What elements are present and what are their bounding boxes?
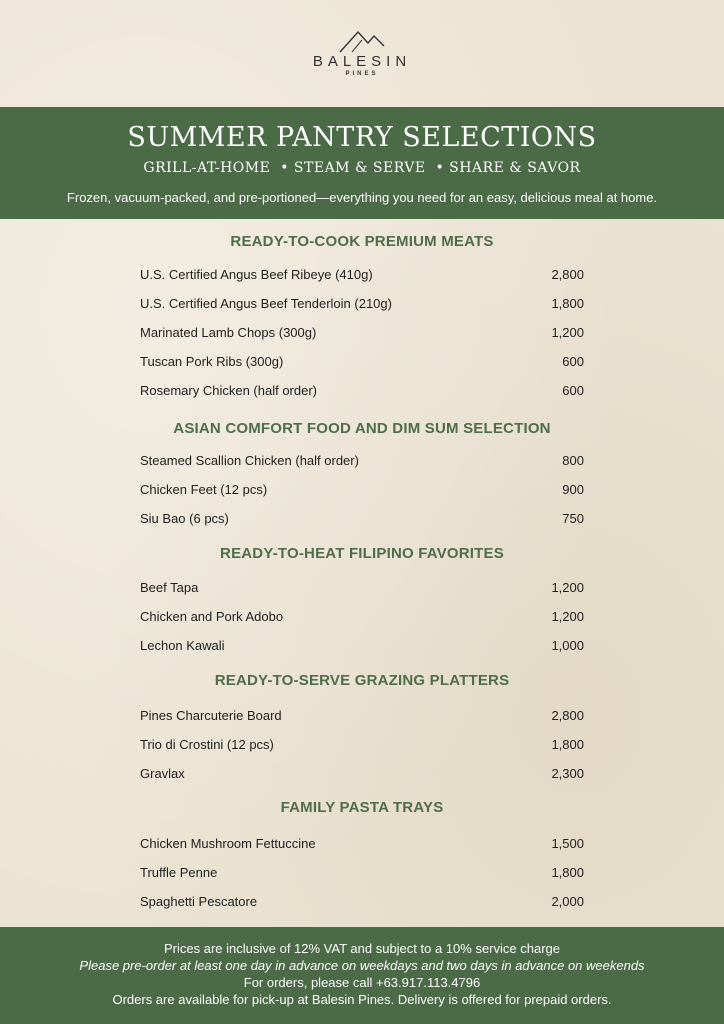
item-name: Steamed Scallion Chicken (half order) (140, 453, 359, 468)
item-name: Truffle Penne (140, 865, 218, 880)
menu-item (140, 609, 584, 629)
menu-item (140, 580, 584, 600)
item-price: 1,800 (551, 296, 584, 311)
brand-name: BALESIN (312, 53, 412, 70)
item-price: 1,500 (551, 836, 584, 851)
menu-item (140, 737, 584, 757)
item-name: Chicken Feet (12 pcs) (140, 482, 268, 497)
menu-item (140, 836, 584, 856)
item-price: 750 (562, 511, 584, 526)
item-name: Tuscan Pork Ribs (300g) (140, 354, 284, 369)
item-price: 2,800 (551, 267, 584, 282)
item-price: 900 (562, 482, 584, 497)
item-price: 2,300 (551, 766, 584, 781)
item-name: Gravlax (140, 766, 185, 781)
menu-item (140, 638, 584, 658)
footer-phone: For orders, please call +63.917.113.4796 (243, 975, 481, 990)
item-name: Chicken Mushroom Fettuccine (140, 836, 316, 851)
header-banner (0, 107, 724, 219)
item-name: Spaghetti Pescatore (140, 894, 258, 909)
item-price: 600 (562, 354, 584, 369)
footer-pickup-note: Orders are available for pick-up at Balesin Pines. Delivery is offered for prepaid orders. (112, 992, 612, 1007)
menu-item (140, 453, 584, 473)
item-price: 600 (562, 383, 584, 398)
item-price: 1,200 (551, 580, 584, 595)
section-title-filipino-favorites: READY-TO-HEAT FILIPINO FAVORITES (220, 545, 504, 562)
item-name: Trio di Crostini (12 pcs) (140, 737, 274, 752)
menu-item (140, 383, 584, 403)
menu-item (140, 894, 584, 914)
menu-item (140, 766, 584, 786)
menu-item (140, 325, 584, 345)
item-name: Beef Tapa (140, 580, 199, 595)
section-title-asian-comfort: ASIAN COMFORT FOOD AND DIM SUM SELECTION (173, 420, 551, 437)
item-name: Lechon Kawali (140, 638, 225, 653)
item-name: Chicken and Pork Adobo (140, 609, 284, 624)
item-price: 1,200 (551, 609, 584, 624)
section-title-grazing-platters: READY-TO-SERVE GRAZING PLATTERS (214, 672, 510, 689)
item-price: 1,000 (551, 638, 584, 653)
footer-notes (0, 927, 724, 1024)
item-name: Siu Bao (6 pcs) (140, 511, 229, 526)
brand-sub: PINES (345, 71, 379, 77)
item-name: U.S. Certified Angus Beef Ribeye (410g) (140, 267, 373, 282)
tagline: GRILL-AT-HOME • STEAM & SERVE • SHARE & SAVOR (143, 160, 581, 176)
menu-item (140, 296, 584, 316)
menu-item (140, 482, 584, 502)
mountain-icon (338, 28, 386, 54)
item-name: U.S. Certified Angus Beef Tenderloin (210g) (140, 296, 392, 311)
item-name: Pines Charcuterie Board (140, 708, 282, 723)
footer-preorder-note: Please pre-order at least one day in advance on weekdays and two days in advance on weekends (79, 958, 645, 973)
brand-logo (0, 28, 724, 78)
item-name: Rosemary Chicken (half order) (140, 383, 318, 398)
menu-item (140, 354, 584, 374)
item-price: 2,800 (551, 708, 584, 723)
page-title: SUMMER PANTRY SELECTIONS (127, 122, 597, 153)
footer-vat-note: Prices are inclusive of 12% VAT and subject to a 10% service charge (164, 941, 560, 956)
description: Frozen, vacuum-packed, and pre-portioned—everything you need for an easy, delicious meal at home. (66, 190, 658, 205)
item-price: 1,800 (551, 865, 584, 880)
section-title-pasta-trays: FAMILY PASTA TRAYS (280, 799, 444, 816)
menu-item (140, 865, 584, 885)
item-price: 800 (562, 453, 584, 468)
menu-item (140, 511, 584, 531)
item-price: 1,200 (551, 325, 584, 340)
item-name: Marinated Lamb Chops (300g) (140, 325, 317, 340)
item-price: 2,000 (551, 894, 584, 909)
menu-item (140, 267, 584, 287)
section-title-premium-meats: READY-TO-COOK PREMIUM MEATS (230, 233, 494, 250)
menu-item (140, 708, 584, 728)
item-price: 1,800 (551, 737, 584, 752)
